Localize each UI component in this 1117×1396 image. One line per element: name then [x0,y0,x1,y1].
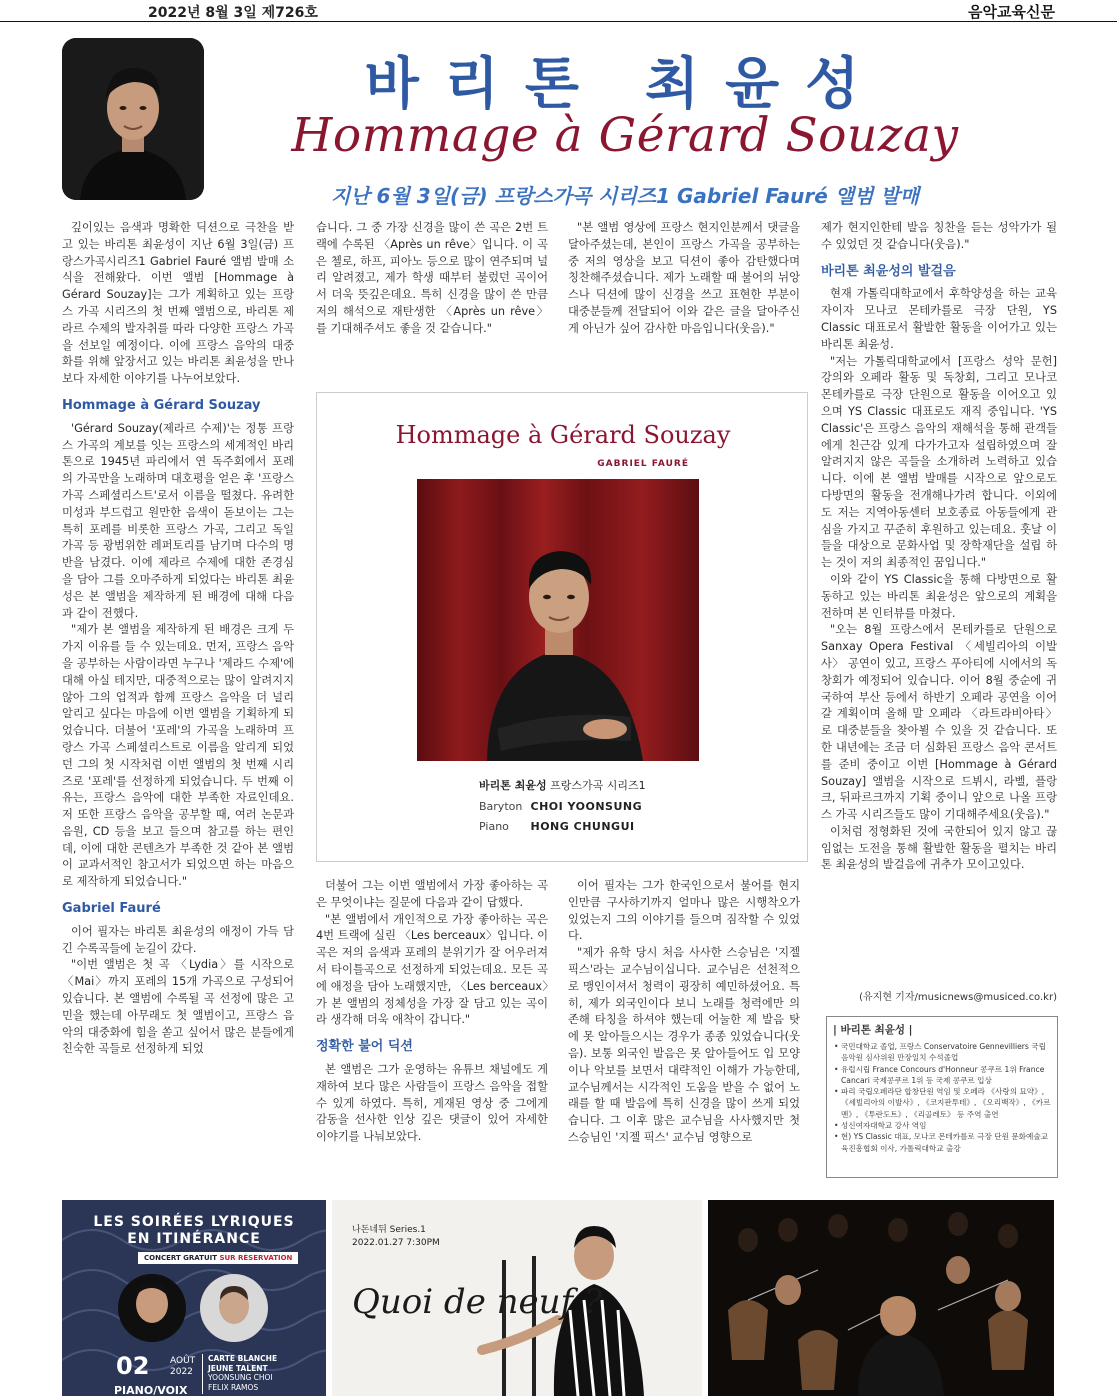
credit-name: HONG CHUNGUI [530,820,635,833]
paragraph: 이어 필자는 바리톤 최윤성의 애정이 가득 담긴 수록곡들에 눈길이 갔다. [62,924,294,955]
bio-title: | 바리톤 최윤성 | [833,1024,913,1036]
concert-poster-photo [62,1200,326,1396]
poster-carte-line: JEUNE TALENT [208,1363,268,1373]
article-column-3-bottom [568,878,800,1188]
paragraph: "오는 8월 프랑스에서 몬테카를로 단원으로 Sanxay Opera Festival 〈세빌리아의 이발사〉 공연이 있고, 프랑스 푸아티에 시에서의 독창회가 예정되어 있습니다. 이어 8월 중순에 귀국하여 부산 등에서 하반기 오페라 공연을 이어갈 계획이며 올해 말 오페라 〈라트라비아타〉로 대중분들을 찾아뵐 수 있을 것 같습니다. 또한 내년에는 조금 더 심화된 프랑스 음악 콘서트를 준비 중이고 이번 [Hommage à Gérard Souzay] 앨범을 시작으로 드뷔시, 라벨, 플랑크, 뒤파르크까지 기획 중이니 앞으로 나올 프랑스 가곡 시리즈들도 많이 기대해주세요(웃음)." [821,623,1057,822]
paragraph: 습니다. 그 중 가장 신경을 많이 쓴 곡은 2번 트랙에 수록된 〈Après un rêve〉입니다. 이 곡은 첼로, 하프, 피아노 등으로 많이 연주되며 널리 알려졌고, 제가 학생 때부터 불렀던 곡이어서 더욱 뜻깊은데요. 특히 신경을 많이 쓴 만큼 저의 해석으로 재탄생한 〈Après un rêve〉를 기대해주셔도 좋을 것 같습니다." [316,221,548,335]
album-cover-subtitle: GABRIEL FAURÉ [597,459,689,469]
headline-subtitle: 지난 6월 3일(금) 프랑스가곡 시리즈1 Gabriel Fauré 앨범 발매 [330,184,920,208]
bio-item: • 성신여자대학교 강사 역임 [833,1120,1051,1131]
paragraph: 깊이있는 음색과 명확한 딕션으로 극찬을 받고 있는 바리톤 최윤성이 지난 6월 3일(금) 프랑스가곡시리즈1 Gabriel Fauré 앨범 발매 소식을 전해왔다. 이번 앨범 [Hommage à Gérard Souzay]는 그가 계획하고 있는 프랑스 가곡 시리즈의 첫 번째 앨범으로, 바리톤 제라르 수제의 발자취를 따라 다양한 프랑스 가곡을 선보일 예정이다. 이에 프랑스 음악의 대중화를 위해 앞장서고 있는 바리톤 최윤성을 만나 보다 자세한 이야기를 나누어보았다. [62,221,294,386]
recital-title: Quoi de neuf ? [352,1282,603,1322]
article-column-1 [62,220,294,1188]
byline: (유지현 기자/musicnews@musiced.co.kr) [859,992,1057,1003]
paragraph: "이번 앨범은 첫 곡 〈Lydia〉를 시작으로 〈Mai〉까지 포레의 15개 가곡으로 구성되어있습니다. 본 앨범에 수록될 곡 선정에 많은 고민을 했는데 아무래도 첫 앨범이고, 프랑스 음악의 대중화에 힘을 쏟고 싶어서 많은 분들에게 친숙한 곡들로 선정하게 되었 [62,958,294,1056]
poster-day: 02 [116,1352,150,1380]
paragraph: 현재 가톨릭대학교에서 후학양성을 하는 교육자이자 모나코 몬테카를로 극장 단원, YS Classic 대표로서 활발한 활동을 이어가고 있는 바리톤 최윤성. [821,287,1057,351]
poster-heading-line: LES SOIRÉES LYRIQUES [93,1214,295,1230]
recital-datetime: 2022.01.27 7:30PM [352,1238,440,1248]
poster-heading [62,1214,326,1248]
article-column-2-top [316,220,548,380]
paragraph: "본 앨범에서 개인적으로 가장 좋아하는 곡은 4번 트랙에 실린 〈Les berceaux〉입니다. 이 곡은 저의 음색과 포레의 분위기가 잘 어우러져서 타이틀곡으로 선정하게 되었는데요. 모든 곡에 애정을 담아 노래했지만, 〈Les berceaux〉가 본 앨범의 정체성을 가장 잘 담고 있는 곡이라 생각해 더욱 애착이 갑니다." [316,912,548,1027]
poster-genre: PIANO/VOIX [114,1384,188,1396]
paragraph: "저는 가톨릭대학교에서 [프랑스 성악 문헌] 강의와 오페라 활동 및 독창회, 그리고 모나코 몬테카를로 극장 단원으로 활동을 이어오고 있으며 YS Classic 대표로도 재직 중입니다. 'YS Classic'은 프랑스 음악의 재해석을 통해 관객들에게 친근감 있게 다가가고자 설립하였으며 잘 알려지지 않은 곡들을 소개하려 노력하고 있습니다. 이에 본 앨범 발매를 시작으로 앞으로도 다방면의 활동을 전개해나가려 합니다. 이외에도 저는 지역아동센터 보호종료 아동들에게 관심을 가지고 꾸준히 후원하고 있는데요. 훗날 이들을 대상으로 문화사업 및 장학재단을 설립 하는 것이 저의 최종적인 꿈입니다." [821,354,1057,570]
poster-month: AOÛT [170,1356,196,1366]
poster-carte-line: CARTE BLANCHE [208,1354,278,1363]
bio-list [833,1041,1051,1154]
album-credits [479,797,642,837]
section-heading: Hommage à Gérard Souzay [62,397,261,413]
poster-carte-blanche [208,1354,277,1392]
paragraph: 'Gérard Souzay(제라르 수제)'는 정통 프랑스 가곡의 계보를 잇는 프랑스의 세계적인 바리톤으로 1945년 파리에서 연 독주회에서 포레의 가곡만을 노래하며 대호평을 얻은 후 '프랑스 가곡 스페셜리스트'로서 이름을 떨쳤다. 유려한 미성과 부드럽고 원만한 음색이 돋보이는 그는 특히 포레를 비롯한 프랑스 가곡, 그리고 독일 가곡 등 광범위한 레퍼토리를 남기며 다수의 명반을 남겼다. 이에 제라르 수제에 대한 존경심을 담아 그를 오마주하게 되었다는 바리톤 최윤성은 본 앨범을 제작하게 된 배경에 대해 다음과 같이 전했다. [62,421,294,620]
section-heading: Gabriel Fauré [62,901,161,917]
poster-badge [138,1252,298,1264]
article-column-2-bottom [316,878,548,1188]
paragraph: "제가 본 앨범을 제작하게 된 배경은 크게 두 가지 이유를 들 수 있는데요. 먼저, 프랑스 음악을 공부하는 사람이라면 누구나 '제라드 수제'에 대해 아실 테지만, 대중적으로는 많이 알려지지 않아 그의 업적과 함께 프랑스 음악을 더 널리 알리고 싶다는 마음에 이번 앨범을 기획하게 되었습니다. 더불어 '포레'의 가곡을 노래하며 프랑스 가곡 스페셜리스트로 이름을 알리게 되었던 그의 첫 시작처럼 이번 앨범의 첫 번째 시리즈로 '포레'를 선정하게 되었습니다. 두 번째 이유는, 프랑스 음악에 대한 부족한 자료인데요. 저 또한 프랑스 음악을 공부할 때, 여러 논문과 음원, CD 등을 보고 들으며 참고를 하는 편인데, 이에 대한 콘텐츠가 부족한 것 같아 본 앨범이 교과서적인 참고서가 되었으면 하는 마음으로 제작하게 되었습니다." [62,623,294,889]
bio-item: • 현) YS Classic 대표, 모나코 몬테카를로 극장 단원 문화예술교육진흥협회 이사, 가톨릭대학교 출강 [833,1131,1051,1154]
bio-item: • 유럽시립 France Concours d'Honneur 콩쿠르 1위 France Cancari 국제콩쿠르 1위 등 국제 콩쿠르 입상 [833,1064,1051,1087]
orchestra-performance-photo [708,1200,1054,1396]
paragraph: 이와 같이 YS Classic을 통해 다방면으로 활동하고 있는 바리톤 최윤성은 앞으로의 계획을 전하며 본 인터뷰를 마쳤다. [821,572,1057,620]
bio-item: • 국민대학교 졸업, 프랑스 Conservatoire Gennevilliers 국립음악원 심사위원 만장일치 수석졸업 [833,1041,1051,1064]
credit-role: Baryton [479,800,523,813]
paragraph: "제가 유학 당시 처음 사사한 스승님은 '지젤 픽스'라는 교수님이십니다. 교수님은 선천적으로 맹인이셔서 청력이 굉장히 예민하셨어요. 특히, 제가 외국인이다 보니 노래를 청력에만 의존해 타칭을 하셔야 했는데 어눌한 제 발음 탓에 못 알아들으시는 경우가 종종 있었습니다(웃음). 보통 외국인 발음은 못 알아들어도 입 모양이나 악보를 보면서 대략적인 이해가 가능한데, 교수님께서는 시각적인 도움을 받을 수 없어 노래를 할 때 발음에 특히 신경을 많이 쓰게 되었습니다. 그 이후 많은 교수님을 사사했지만 첫 스승님인 '지젤 픽스' 교수님 영향으로 [568,946,800,1144]
album-series [479,777,646,793]
portrait-photo [62,38,204,200]
album-artist: 바리톤 최윤성 [479,779,547,792]
newspaper-name: 음악교육신문 [968,3,1055,21]
poster-carte-line: FELIX RAMOS [208,1382,259,1392]
headline-french: Hommage à Gérard Souzay [291,108,959,163]
credit-row [479,797,642,817]
page-header [0,0,1117,22]
credit-name: CHOI YOONSUNG [530,800,643,813]
recital-series-info [352,1224,440,1250]
paragraph: 이어 필자는 그가 한국인으로서 불어를 현지인만큼 구사하기까지 얼마나 많은 시행착오가 있었는지 그의 이야기를 들으며 짐작할 수 있었다. [568,879,800,943]
bio-box [826,1016,1058,1178]
poster-badge-red: SUR RÉSERVATION [219,1254,293,1262]
poster-month-year [170,1356,195,1378]
credit-role: Piano [479,820,509,833]
paragraph: 본 앨범은 그가 운영하는 유튜브 채널에도 게재하여 보다 많은 사람들이 프랑스 음악을 접할 수 있게 하였다. 특히, 게재된 영상 중 그에게 감동을 선사한 인상 깊은 댓글이 있어 자세한 이야기를 나눠보았다. [316,1062,548,1144]
headline-korean: 바리톤 최윤성 [364,54,886,116]
paragraph: 이처럼 정형화된 것에 국한되어 있지 않고 끊임없는 도전을 통해 활발한 활동을 펼치는 바리톤 최윤성의 발걸음에 귀추가 모이고있다. [821,824,1057,872]
album-cover-photo [417,479,699,761]
poster-year: 2022 [170,1367,193,1377]
paragraph: "본 앨범 영상에 프랑스 현지인분께서 댓글을 달아주셨는데, 본인이 프랑스 가곡을 공부하는 중 저의 영상을 보고 딕션이 좋아 감탄했다며 칭찬해주셨습니다. 제가 노래할 때 불어의 뉘앙스나 딕션에 많이 신경을 쓰고 표현한 부분이 대중분들께 전달되어 이와 같은 글을 달아주신 게 아닌가 싶어 감사한 마음입니다(웃음)." [568,221,800,335]
poster-divider [202,1354,203,1394]
album-cover [316,392,808,862]
recital-poster-photo [332,1200,702,1396]
paragraph: 제가 현지인한테 발음 칭찬을 듣는 성악가가 될 수 있었던 것 같습니다(웃음)." [821,221,1057,251]
paragraph: 더불어 그는 이번 앨범에서 가장 좋아하는 곡은 무엇이냐는 질문에 다음과 같이 답했다. [316,879,548,909]
article-column-3-top [568,220,800,380]
bio-item: • 파리 국립오페라단 합창단원 역임 및 오페라 《사랑의 묘약》, 《세빌리아의 이발사》, 《코지판투테》, 《오리백작》, 《카르멘》, 《투란도트》, 《리골레토》 등 주역 출연 [833,1086,1051,1120]
poster-badge-text: CONCERT GRATUIT [144,1254,218,1262]
issue-date: 2022년 8월 3일 제726호 [148,5,318,21]
recital-series: 나돈네뒤 Series.1 [352,1225,426,1235]
poster-heading-line: EN ITINÉRANCE [127,1231,261,1247]
article-column-4 [821,220,1057,1010]
poster-carte-line: YOONSUNG CHOI [208,1373,273,1382]
credit-row [479,817,642,837]
album-cover-title: Hommage à Gérard Souzay [395,421,731,449]
album-series-label: 프랑스가곡 시리즈1 [550,779,646,792]
section-heading: 바리톤 최윤성의 발걸음 [821,263,956,279]
section-heading: 정확한 불어 딕션 [316,1039,413,1055]
